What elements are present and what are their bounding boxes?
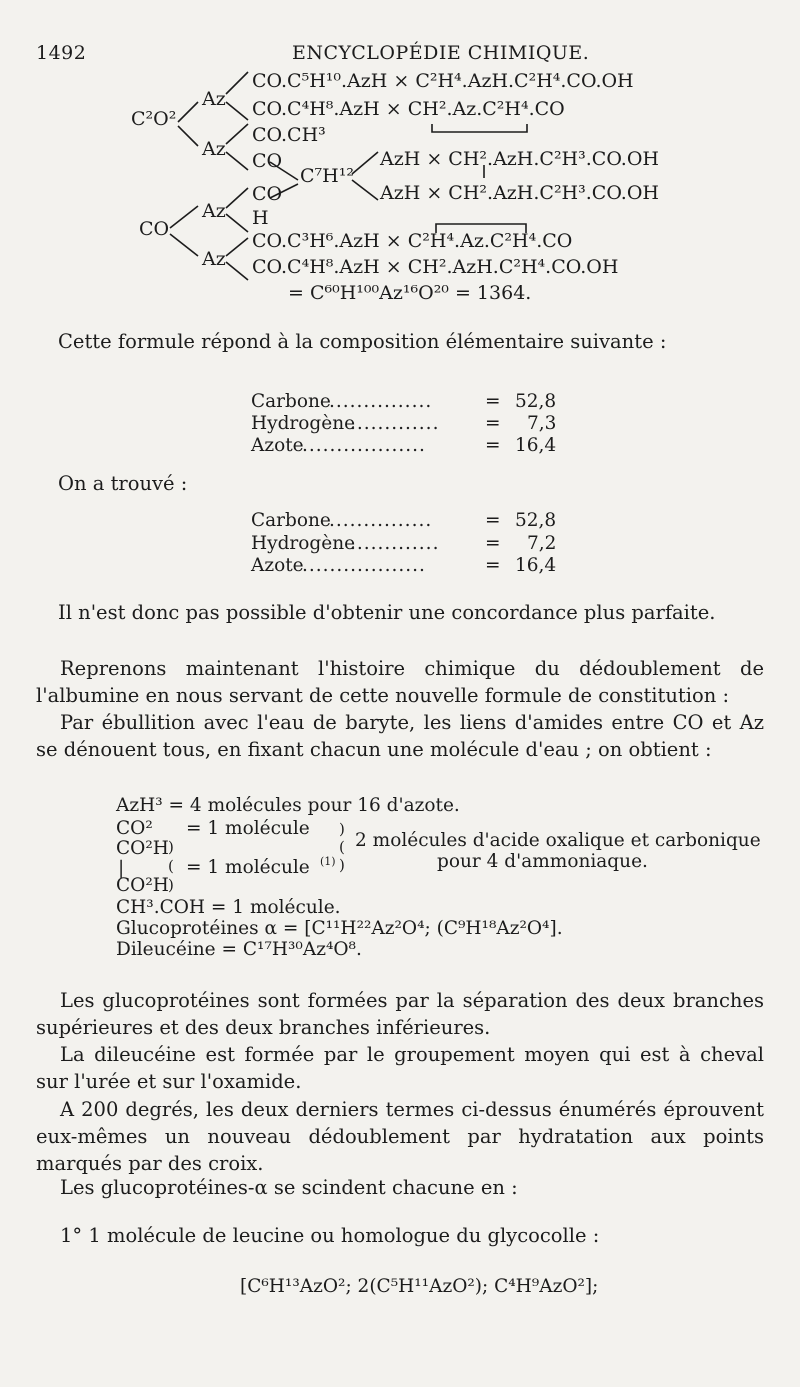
element-name: Carbone xyxy=(251,510,331,531)
ch3coh-line: CH³.COH = 1 molécule. xyxy=(116,897,341,918)
az-second: Az xyxy=(202,138,226,160)
co-mid-upper: CO xyxy=(252,150,283,172)
h-label: H xyxy=(252,207,269,229)
page-number: 1492 xyxy=(36,42,87,64)
element-name: Hydrogène xyxy=(251,533,356,554)
equals-sign: = xyxy=(485,413,501,434)
right-brace: ) ( ) xyxy=(339,820,345,874)
final-formula: [C⁶H¹³AzO²; 2(C⁵H¹¹AzO²); C⁴H⁹AzO²]; xyxy=(240,1276,599,1297)
para-gluco-formed: Les glucoprotéines sont formées par la séparation des deux branches supérieures et des deux branches inférieures. xyxy=(36,989,764,1039)
element-value: 16,4 xyxy=(515,555,557,576)
equals-sign: = xyxy=(485,510,501,531)
az-bottom: Az xyxy=(202,248,226,270)
co2h-bottom: CO²H xyxy=(116,875,169,896)
c2o2-label: C²O² xyxy=(131,108,177,130)
branch-1: CO.C⁵H¹⁰.AzH × C²H⁴.AzH.C²H⁴.CO.OH xyxy=(252,70,634,92)
element-name: Carbone xyxy=(251,391,331,412)
leader-dots: ............... xyxy=(329,391,433,412)
element-name: Azote xyxy=(251,555,304,576)
item-1: 1° 1 molécule de leucine ou homologue du glycocolle : xyxy=(60,1224,600,1247)
footnote-mark: (1) xyxy=(320,855,336,868)
para-reprenons: Reprenons maintenant l'histoire chimique du dédoublement de l'albumine en nous servant de cette nouvelle formule de constitution : xyxy=(36,657,764,707)
brace-note-line-2: pour 4 d'ammoniaque. xyxy=(437,851,648,872)
branch-2: CO.C⁴H⁸.AzH × CH².Az.C²H⁴.CO xyxy=(252,98,565,120)
leader-dots: ............. xyxy=(350,533,440,554)
element-name: Azote xyxy=(251,435,304,456)
element-value: 52,8 xyxy=(515,510,557,531)
element-value: 7,2 xyxy=(527,533,557,554)
found-label: On a trouvé : xyxy=(58,472,188,495)
element-value: 7,3 xyxy=(527,413,557,434)
para-dileuceine-formed: La dileucéine est formée par le groupement moyen qui est à cheval sur l'urée et sur l'oxamide. xyxy=(36,1043,764,1093)
co-mid-lower: CO xyxy=(252,183,283,205)
single-bond: | xyxy=(118,858,125,879)
equals-sign: = xyxy=(485,391,501,412)
az-top: Az xyxy=(202,88,226,110)
equals-sign: = xyxy=(485,435,501,456)
dileuceine-line: Dileucéine = C¹⁷H³⁰Az⁴O⁸. xyxy=(116,939,362,960)
formula-total: = C⁶⁰H¹⁰⁰Az¹⁶O²⁰ = 1364. xyxy=(288,282,532,304)
leader-dots: .................. xyxy=(302,435,426,456)
left-brace: ) ( ) xyxy=(168,838,174,894)
branch-3: CO.CH³ xyxy=(252,124,326,146)
element-name: Hydrogène xyxy=(251,413,356,434)
para-concordance: Il n'est donc pas possible d'obtenir une concordance plus parfaite. xyxy=(58,601,716,624)
equals-sign: = xyxy=(485,555,501,576)
co2-formula: CO² xyxy=(116,818,153,839)
az-third: Az xyxy=(202,200,226,222)
para-200-degres: A 200 degrés, les deux derniers termes ci-dessus énumérés éprouvent eux-mêmes un nouveau dédoublement par hydratation aux points marqués par des croix. xyxy=(36,1098,764,1175)
branch-6: CO.C³H⁶.AzH × C²H⁴.Az.C²H⁴.CO xyxy=(252,230,573,252)
element-value: 52,8 xyxy=(515,391,557,412)
branch-5: AzH × CH².AzH.C²H³.CO.OH xyxy=(380,182,659,204)
glucoproteines-line: Glucoprotéines α = [C¹¹H²²Az²O⁴; (C⁹H¹⁸Az²O⁴]. xyxy=(116,918,563,939)
branch-4: AzH × CH².AzH.C²H³.CO.OH xyxy=(380,148,659,170)
c7h12-label: C⁷H¹² xyxy=(300,165,354,187)
leader-dots: .................. xyxy=(302,555,426,576)
para-ebullition: Par ébullition avec l'eau de baryte, les liens d'amides entre CO et Az se dénouent tous, en fixant chacun une molécule d'eau ; on obtient : xyxy=(36,711,764,761)
leader-dots: ............... xyxy=(329,510,433,531)
co-bottom-label: CO xyxy=(139,218,170,240)
para-scindent: Les glucoprotéines-α se scindent chacune en : xyxy=(60,1176,518,1199)
leader-dots: ............. xyxy=(350,413,440,434)
co2h-count: = 1 molécule xyxy=(186,857,310,878)
branch-7: CO.C⁴H⁸.AzH × CH².AzH.C²H⁴.CO.OH xyxy=(252,256,619,278)
co2h-top: CO²H xyxy=(116,838,169,859)
running-title: ENCYCLOPÉDIE CHIMIQUE. xyxy=(292,42,590,64)
intro-sentence: Cette formule répond à la composition élémentaire suivante : xyxy=(58,330,667,353)
equals-sign: = xyxy=(485,533,501,554)
element-value: 16,4 xyxy=(515,435,557,456)
azh3-line: AzH³ = 4 molécules pour 16 d'azote. xyxy=(116,795,460,816)
brace-note-line-1: 2 molécules d'acide oxalique et carbonique xyxy=(355,830,761,851)
co2-count: = 1 molécule xyxy=(186,818,310,839)
